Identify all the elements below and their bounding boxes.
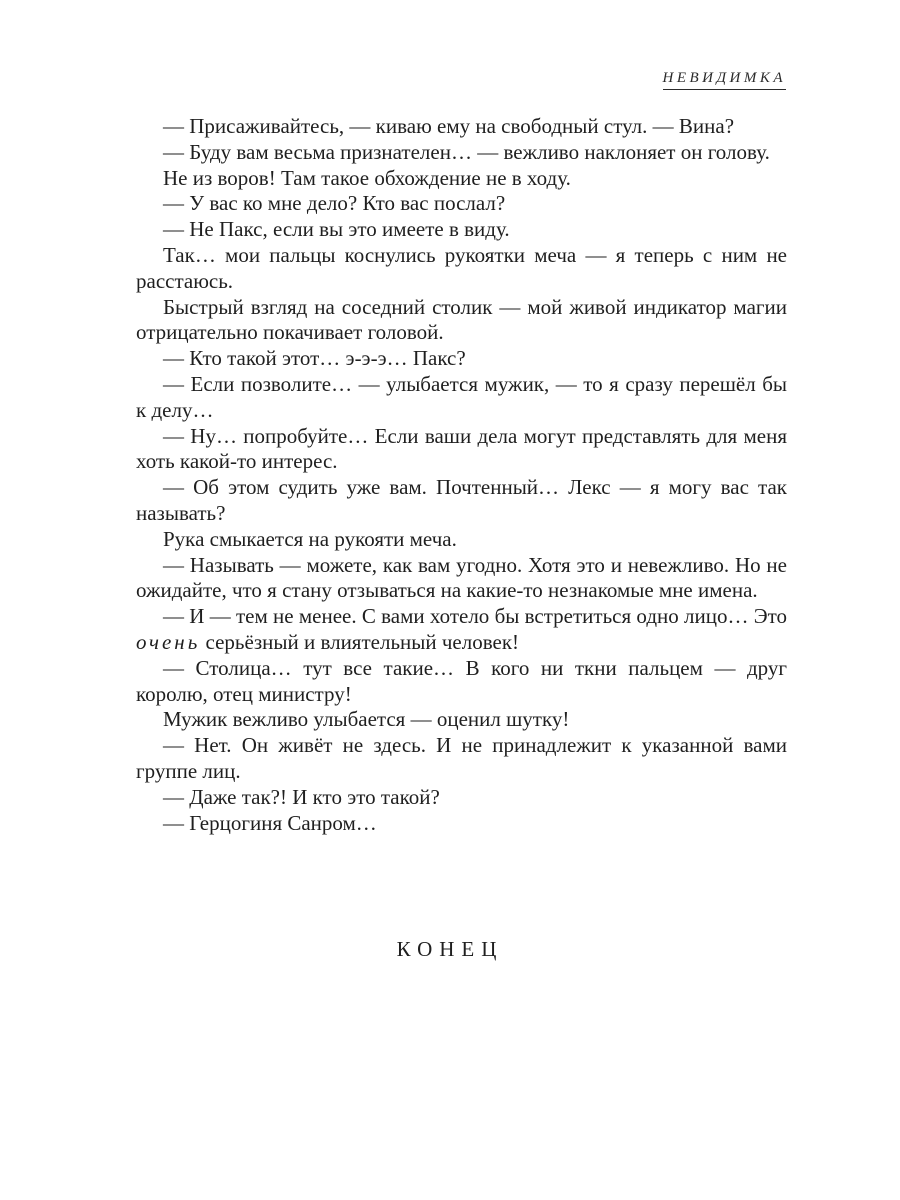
paragraph: — Если позволите… — улыбается мужик, — то я сразу перешёл бы к делу… xyxy=(136,371,787,422)
paragraph: — Даже так?! И кто это такой? xyxy=(163,784,440,809)
running-header-title: НЕВИДИМКА xyxy=(663,70,787,90)
paragraph: Не из воров! Там такое обхождение не в ходу. xyxy=(163,165,571,190)
paragraph: — Присаживайтесь, — киваю ему на свободный стул. — Вина? xyxy=(163,114,735,138)
paragraph: — Называть — можете, как вам угодно. Хотя это и невежливо. Но не ожидайте, что я стану отзываться на какие-то незнакомые мне имена. xyxy=(136,552,787,603)
paragraph: Быстрый взгляд на соседний столик — мой живой индикатор магии отрицательно покачивает головой. xyxy=(136,294,787,345)
paragraph-text: — И — тем не менее. С вами хотело бы встретиться одно лицо… Это xyxy=(163,604,787,629)
body-text xyxy=(136,114,787,836)
paragraph: — Об этом судить уже вам. Почтенный… Лекс — я могу вас так называть? xyxy=(136,475,787,525)
paragraph: — Ну… попробуйте… Если ваши дела могут представлять для меня хоть какой-то интерес. xyxy=(136,423,787,474)
paragraph: Мужик вежливо улыбается — оценил шутку! xyxy=(163,707,570,732)
paragraph: — Буду вам весьма признателен… — вежливо наклоняет он голову. xyxy=(163,139,770,164)
ending-heading: КОНЕЦ xyxy=(396,937,504,961)
paragraph-text: серьёзный и влиятельный человек! xyxy=(205,629,520,654)
paragraph xyxy=(136,604,787,656)
paragraph: — Герцогиня Санром… xyxy=(163,810,377,835)
paragraph: — Столица… тут все такие… В кого ни ткни пальцем — друг королю, отец министру! xyxy=(136,655,787,706)
paragraph: — У вас ко мне дело? Кто вас послал? xyxy=(163,191,506,216)
paragraph: Рука смыкается на рукояти меча. xyxy=(163,526,457,551)
paragraph: — Кто такой этот… э-э-э… Пакс? xyxy=(163,346,466,371)
paragraph: — Не Пакс, если вы это имеете в виду. xyxy=(163,217,510,242)
paragraph: Так… мои пальцы коснулись рукоятки меча — я теперь с ним не расстаюсь. xyxy=(136,242,787,293)
emphasis-word: очень xyxy=(136,629,201,654)
paragraph: — Нет. Он живёт не здесь. И не принадлежит к указанной вами группе лиц. xyxy=(136,733,787,783)
